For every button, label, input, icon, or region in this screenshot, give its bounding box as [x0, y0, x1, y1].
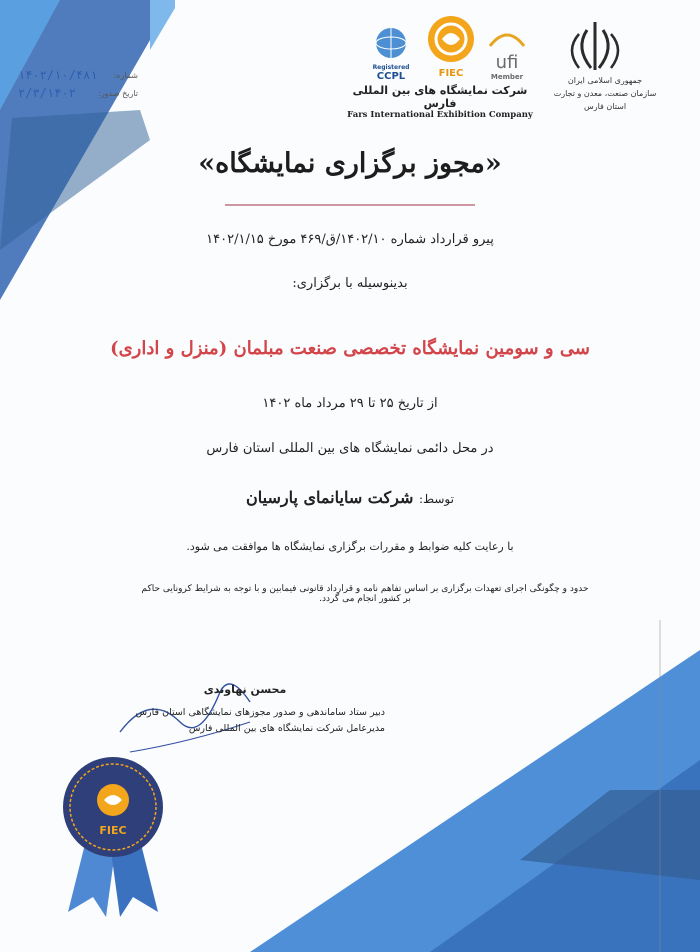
issue-date-label: تاریخ صدور:	[98, 89, 138, 98]
ufi-member: Member	[490, 73, 524, 81]
fiec-seal	[58, 752, 168, 917]
reference-box	[10, 68, 150, 104]
fiec-emblem-icon	[424, 14, 478, 64]
reference-number-row	[10, 68, 150, 86]
ufi-arc-icon	[484, 26, 530, 48]
ufi-logo	[484, 26, 530, 81]
issue-date-value: ۲/۳/۱۴۰۲	[18, 86, 76, 100]
ccpl-logo	[368, 26, 414, 82]
ccpl-name: CCPL	[376, 71, 406, 82]
company-name-en: Fars International Exhibition Company	[347, 110, 533, 120]
top-left-shadow	[0, 110, 150, 250]
government-line1: جمهوری اسلامی ایران	[567, 76, 643, 85]
company-name-fa: شرکت نمایشگاه های بین المللی فارس	[352, 84, 528, 110]
exhibition-name: سی و سومین نمایشگاه تخصصی صنعت مبلمان (منزل و اداری)	[110, 338, 590, 359]
company-name-block	[340, 84, 540, 120]
organizer-prefix: توسط:	[418, 492, 454, 506]
seal-label: FIEC	[99, 824, 127, 837]
reference-number-value: ۱۴۰۲/۱۰/۴۸۱	[18, 68, 98, 82]
contract-line: پیرو قرارداد شماره ۱۴۰۲/۱۰/ق/۴۶۹ مورخ ۱۴۰۲/۱/۱۵	[206, 232, 494, 247]
reference-number-label: شماره:	[113, 71, 138, 80]
top-left-light	[150, 0, 175, 50]
organizer-name: شرکت سایانمای پارسیان	[246, 488, 414, 507]
approval-line: با رعایت کلیه ضوابط و مقررات برگزاری نمایشگاه ها موافقت می شود.	[186, 540, 514, 553]
signatory-name: محسن نهاوندی	[203, 683, 287, 696]
exhibition-venue: در محل دائمی نمایشگاه های بین المللی استان فارس	[206, 441, 494, 456]
government-block	[545, 74, 665, 113]
hereby-line: بدینوسیله با برگزاری:	[292, 276, 408, 291]
exhibition-dates: از تاریخ ۲۵ تا ۲۹ مرداد ماه ۱۴۰۲	[262, 396, 438, 411]
government-line2: سازمان صنعت، معدن و تجارت استان فارس	[553, 89, 657, 111]
globe-icon	[368, 26, 414, 60]
scope-note: حدود و چگونگی اجرای تعهدات برگزاری بر اساس تفاهم نامه و قرارداد قانونی فیمابین و با توجه به شرایط کرونایی حاکم بر کشور انجام می گردد.	[141, 584, 589, 604]
fiec-logo	[424, 14, 478, 79]
certificate-title: «مجوز برگزاری نمایشگاه»	[198, 148, 502, 179]
fiec-name: FIEC	[438, 68, 464, 79]
signatory-title-1: دبیر ستاد ساماندهی و صدور مجوزهای نمایشگاهی استان فارس	[135, 707, 385, 718]
iran-emblem-icon	[565, 18, 625, 74]
ccpl-registered: Registered	[372, 64, 410, 71]
issue-date-row	[10, 86, 150, 104]
organizer-line	[100, 488, 600, 507]
signatory-title-2: مدیرعامل شرکت نمایشگاه های بین المللی فارس	[188, 723, 385, 734]
ufi-name: ufi	[495, 52, 519, 73]
